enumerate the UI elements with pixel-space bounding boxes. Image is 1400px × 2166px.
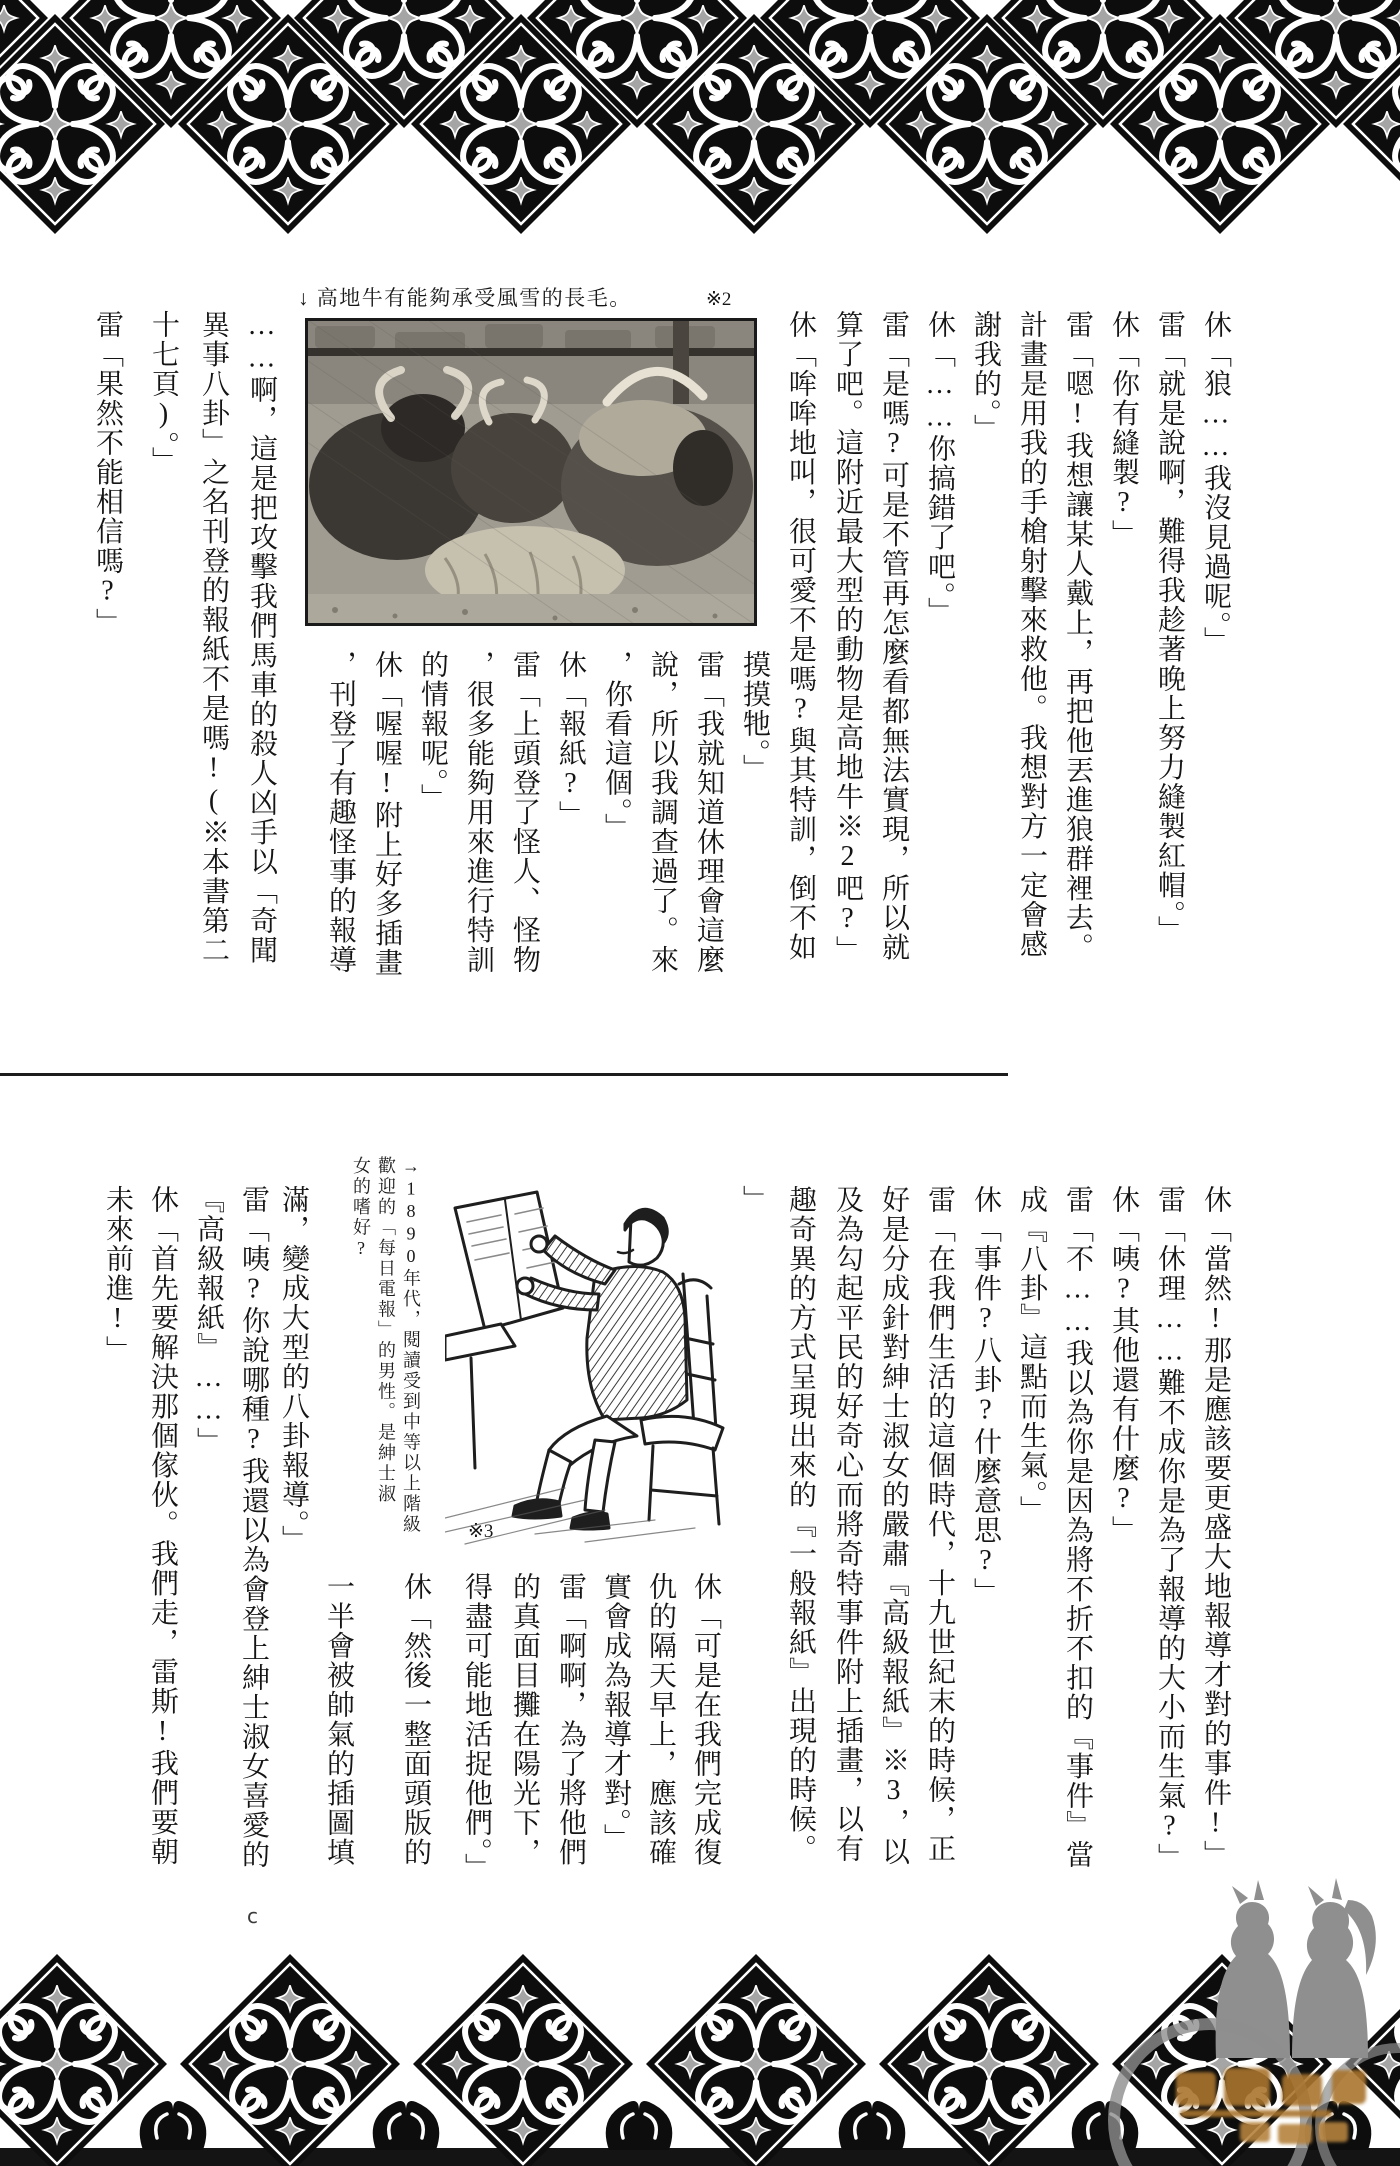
dialogue-column: 休「哞哞地叫，很可愛不是嗎?與其特訓，倒不如 (785, 310, 816, 962)
dialogue-column: 休「然後一整面頭版的 (400, 1572, 431, 1867)
dialogue-column: 休「當然!那是應該要更盛大地報導才對的事件!」 (1200, 1185, 1231, 1870)
dialogue-column: 說，所以我調查過了。來 (647, 650, 678, 975)
ornamental-border-bottom (0, 1954, 1400, 2166)
ref-mark-2: ※2 (706, 289, 732, 310)
dialogue-column: 滿，變成大型的八卦報導。」 (278, 1185, 309, 1555)
dialogue-column: 摸摸牠。」 (739, 650, 770, 784)
stray-c-mark: c (247, 1904, 258, 1928)
dialogue-column: 及為勾起平民的好奇心而將奇特事件附上插畫，以有 (832, 1185, 863, 1864)
dialogue-column: 實會成為報導才對。」 (600, 1572, 631, 1853)
dialogue-column: 雷「啊啊，為了將他們 (555, 1572, 586, 1867)
dialogue-column: 雷「嗯!我想讓某人戴上，再把他丟進狼群裡去。 (1062, 310, 1093, 962)
dialogue-column: 休「可是在我們完成復 (690, 1572, 721, 1867)
dialogue-column: 雷「上頭登了怪人、怪物 (509, 650, 540, 975)
dialogue-column: 計畫是用我的手槍射擊來救他。我想對方一定會感 (1016, 310, 1047, 959)
highland-cattle-photo (305, 318, 757, 626)
dialogue-column: 雷「休理……難不成你是為了報導的大小而生氣?」 (1154, 1185, 1185, 1873)
ref-mark-3: ※3 (468, 1521, 494, 1542)
image2-caption-column: →1890年代，閱讀受到中等以上階級 (401, 1156, 421, 1535)
ornamental-border-top (0, 0, 1400, 234)
image1-caption: ↓ 高地牛有能夠承受風雪的長毛。 (298, 286, 632, 310)
dialogue-column: 休「喔喔!附上好多插畫 (371, 650, 402, 978)
image2-caption-column: 歡迎的「每日電報」的男性。是紳士淑 (376, 1156, 396, 1505)
dialogue-column: 休「……你搞錯了吧。」 (924, 310, 955, 627)
dialogue-column: 趣奇異的方式呈現出來的『一般報紙』出現的時候。 (785, 1185, 816, 1864)
dialogue-column: 休「事件?八卦?什麼意思?」 (970, 1185, 1001, 1607)
dialogue-column: 一半會被帥氣的插圖填 (323, 1572, 354, 1867)
dialogue-column: 休「咦?其他還有什麼?」 (1108, 1185, 1139, 1545)
dialogue-column: 得盡可能地活捉他們。」 (461, 1572, 492, 1883)
section-divider-line (0, 1073, 1008, 1076)
dialogue-column: 」 (739, 1185, 770, 1215)
dialogue-column: 未來前進!」 (102, 1185, 133, 1365)
dialogue-column: ……啊，這是把攻擊我們馬車的殺人凶手以「奇聞 (246, 310, 277, 965)
dialogue-column: 雷「咦?你說哪種?我還以為會登上紳士淑女喜愛的 (238, 1185, 269, 1870)
bottom-edge-bar (0, 2148, 1400, 2166)
dialogue-column: 雷「是嗎?可是不管再怎麼看都無法實現，所以就 (878, 310, 909, 962)
dialogue-column: 休「你有縫製?」 (1108, 310, 1139, 549)
dialogue-column: 休「報紙?」 (555, 650, 586, 830)
dialogue-column: 『高級報紙』……」 (193, 1185, 224, 1457)
image2-caption-column: 女的嗜好? (351, 1156, 371, 1261)
dialogue-column: 雷「在我們生活的這個時代，十九世紀末的時候，正 (924, 1185, 955, 1864)
dialogue-column: 異事八卦」之名刊登的報紙不是嗎!(※本書第二 (198, 310, 229, 965)
dialogue-column: 的真面目攤在陽光下， (509, 1572, 540, 1867)
dialogue-column: ，你看這個。」 (601, 650, 632, 843)
dialogue-column: 雷「我就知道休理會這麼 (693, 650, 724, 975)
dialogue-column: 雷「就是說啊，難得我趁著晚上努力縫製紅帽。」 (1154, 310, 1185, 945)
dialogue-column: 算了吧。這附近最大型的動物是高地牛※2吧?」 (832, 310, 863, 965)
dialogue-column: 十七頁)。」 (148, 310, 179, 476)
dialogue-column: 雷「不……我以為你是因為將不折不扣的『事件』當 (1062, 1185, 1093, 1870)
dialogue-column: 仇的隔天早上，應該確 (645, 1572, 676, 1867)
dialogue-column: ，很多能夠用來進行特訓 (463, 650, 494, 975)
dialogue-column: 的情報呢。」 (417, 650, 448, 813)
dialogue-column: 謝我的。」 (970, 310, 1001, 444)
dialogue-column: 雷「果然不能相信嗎?」 (92, 310, 123, 638)
dialogue-column: 成『八卦』這點而生氣。」 (1016, 1185, 1047, 1525)
dialogue-column: 休「狼……我沒見過呢。」 (1200, 310, 1231, 656)
dialogue-column: ，刊登了有趣怪事的報導 (325, 650, 356, 975)
man-reading-newspaper-illustration (445, 1188, 750, 1550)
dialogue-column: 好是分成針對紳士淑女的嚴肅『高級報紙』※3，以 (878, 1185, 909, 1867)
dialogue-column: 休「首先要解決那個傢伙。我們走，雷斯!我們要朝 (147, 1185, 178, 1867)
